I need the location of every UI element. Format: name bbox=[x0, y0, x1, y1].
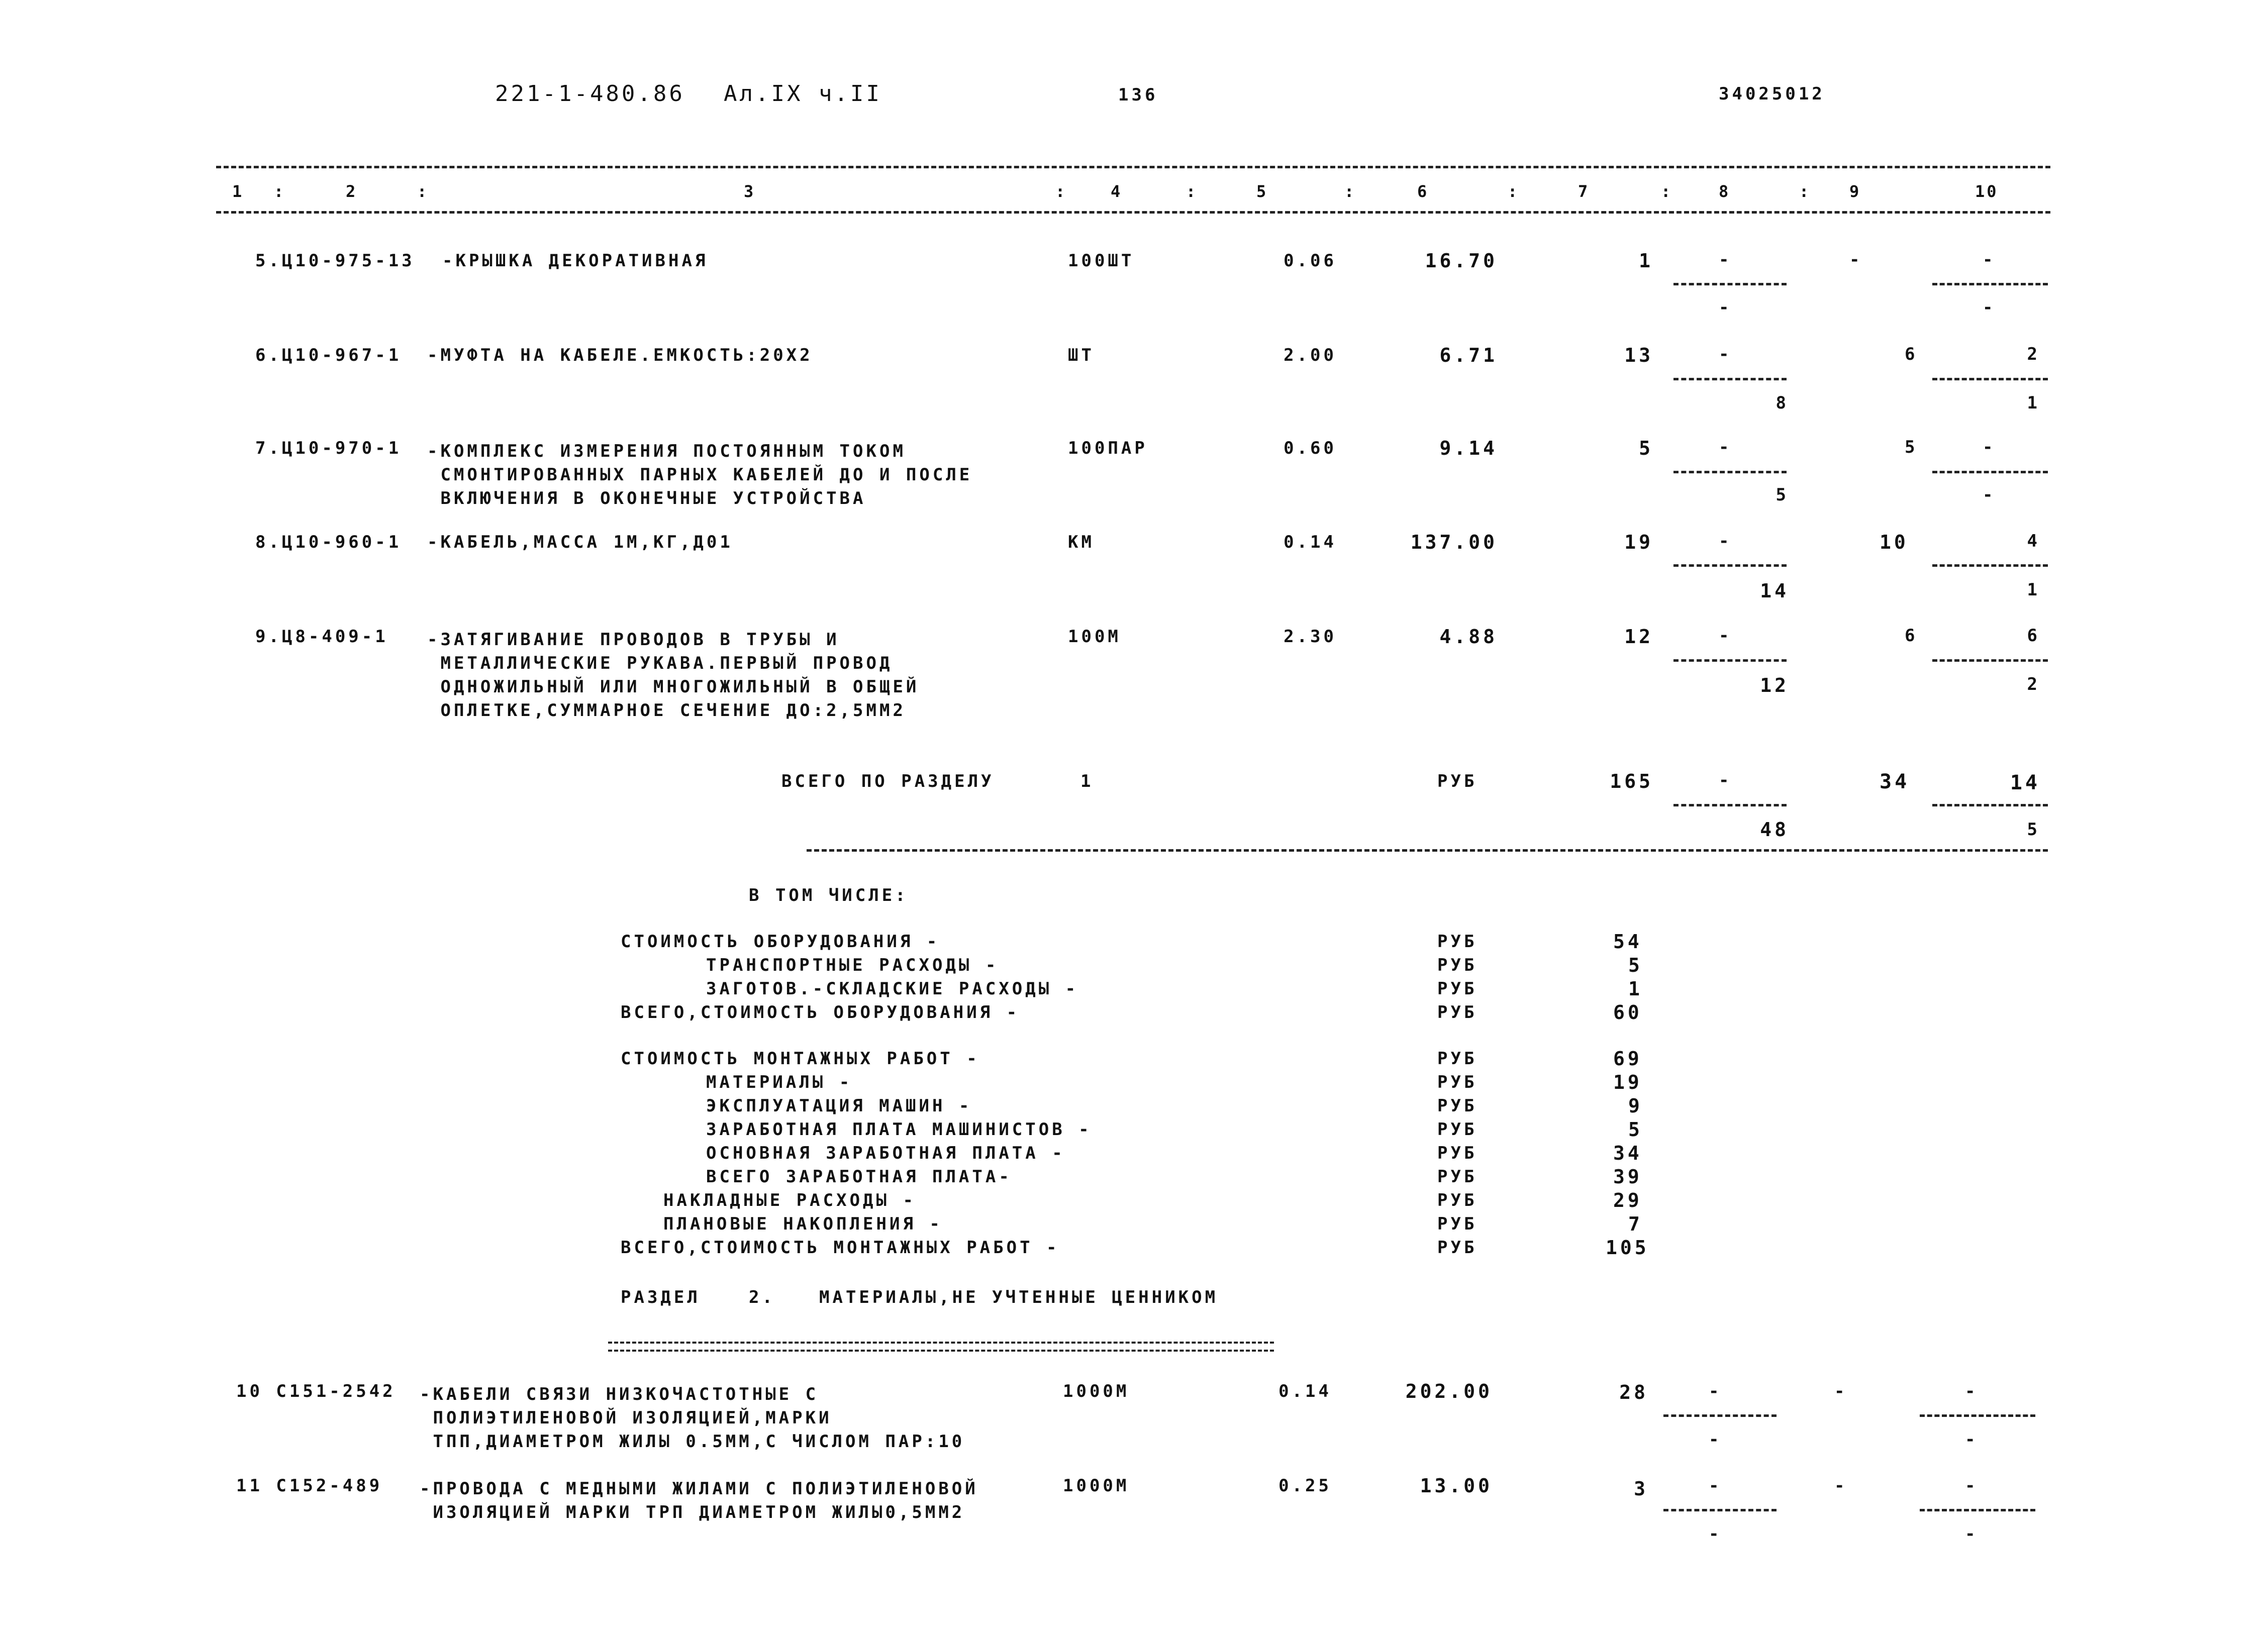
col-5: 5 bbox=[1256, 182, 1268, 201]
item-col8-bottom: 14 bbox=[1760, 580, 1789, 602]
album-label: Ал.IX ч.II bbox=[724, 81, 882, 107]
col-8: 8 bbox=[1719, 182, 1731, 201]
item-unit: ШТ bbox=[1068, 345, 1095, 365]
breakdown-label: ПЛАНОВЫЕ НАКОПЛЕНИЯ - bbox=[663, 1214, 943, 1234]
col-2: 2 bbox=[346, 182, 358, 201]
breakdown-value: 29 bbox=[1613, 1189, 1642, 1211]
breakdown-label: ВСЕГО ЗАРАБОТНАЯ ПЛАТА- bbox=[706, 1167, 1012, 1187]
fraction-rule bbox=[1932, 378, 2048, 380]
item-qty: 0.60 bbox=[1284, 438, 1337, 458]
material-price: 13.00 bbox=[1420, 1475, 1493, 1497]
fraction-rule bbox=[1673, 471, 1787, 473]
material-col8-bottom: - bbox=[1709, 1430, 1722, 1450]
item-name: -КОМПЛЕКС ИЗМЕРЕНИЯ ПОСТОЯННЫМ ТОКОМ СМОНТИРОВАННЫХ ПАРНЫХ КАБЕЛЕЙ ДО И ПОСЛЕ ВКЛЮЧЕНИЯ В ОКОНЕЧНЫЕ УСТРОЙСТВА bbox=[427, 441, 973, 508]
item-col10-top: - bbox=[1983, 250, 1996, 270]
breakdown-label: МАТЕРИАЛЫ - bbox=[706, 1072, 853, 1092]
breakdown-label: ЗАГОТОВ.-СКЛАДСКИЕ РАСХОДЫ - bbox=[706, 979, 1079, 999]
material-col9: - bbox=[1834, 1381, 1848, 1401]
item-col10-bottom: - bbox=[1983, 485, 1996, 505]
material-price: 202.00 bbox=[1405, 1380, 1493, 1402]
breakdown-unit: РУБ bbox=[1437, 1214, 1477, 1234]
item-code: 7.Ц10-970-1 bbox=[255, 438, 402, 458]
item-col9: 5 bbox=[1905, 437, 1918, 457]
item-col7: 12 bbox=[1624, 626, 1653, 648]
breakdown-unit: РУБ bbox=[1437, 979, 1477, 999]
item-name: -КРЫШКА ДЕКОРАТИВНАЯ bbox=[442, 251, 709, 271]
section-total-unit: РУБ bbox=[1437, 771, 1477, 791]
material-col10-bottom: - bbox=[1965, 1524, 1979, 1544]
col-3: 3 bbox=[744, 182, 756, 201]
item-qty: 0.06 bbox=[1284, 251, 1337, 271]
section2-title: МАТЕРИАЛЫ,НЕ УЧТЕННЫЕ ЦЕННИКОМ bbox=[819, 1287, 1219, 1307]
breakdown-unit: РУБ bbox=[1437, 1119, 1477, 1140]
item-name: -ЗАТЯГИВАНИЕ ПРОВОДОВ В ТРУБЫ И МЕТАЛЛИЧЕСКИЕ РУКАВА.ПЕРВЫЙ ПРОВОД ОДНОЖИЛЬНЫЙ ИЛИ МНОГОЖИЛЬНЫЙ В ОБЩЕЙ ОПЛЕТКЕ,СУММАРНОЕ СЕЧЕНИЕ ДО:2,5ММ2 bbox=[427, 630, 920, 721]
section-total-label: ВСЕГО ПО РАЗДЕЛУ bbox=[781, 771, 995, 791]
breakdown-value: 1 bbox=[1628, 978, 1643, 1000]
breakdown-label: ТРАНСПОРТНЫЕ РАСХОДЫ - bbox=[706, 955, 999, 975]
col-sep: : bbox=[1186, 182, 1198, 201]
item-col9: - bbox=[1849, 250, 1863, 270]
item-unit: 100М bbox=[1068, 627, 1121, 647]
breakdown-unit: РУБ bbox=[1437, 1002, 1477, 1023]
item-col7: 1 bbox=[1639, 250, 1653, 272]
breakdown-value: 19 bbox=[1613, 1071, 1642, 1093]
breakdown-unit: РУБ bbox=[1437, 1049, 1477, 1069]
breakdown-unit: РУБ bbox=[1437, 1190, 1477, 1210]
breakdown-unit: РУБ bbox=[1437, 1238, 1477, 1258]
document-code: 221-1-480.86 bbox=[495, 81, 685, 107]
breakdown-value: 54 bbox=[1613, 931, 1642, 953]
material-col10-top: - bbox=[1965, 1381, 1979, 1401]
section-total-col9: 34 bbox=[1880, 770, 1910, 793]
material-col7: 3 bbox=[1634, 1478, 1648, 1500]
total-rule bbox=[807, 849, 2048, 852]
item-price: 6.71 bbox=[1439, 344, 1498, 366]
col-4: 4 bbox=[1111, 182, 1123, 201]
item-col8-top: - bbox=[1719, 626, 1732, 646]
material-qty: 0.25 bbox=[1278, 1476, 1332, 1496]
breakdown-value: 5 bbox=[1628, 1118, 1643, 1141]
item-col8-top: - bbox=[1719, 344, 1732, 364]
col-7: 7 bbox=[1578, 182, 1590, 201]
material-qty: 0.14 bbox=[1278, 1381, 1332, 1401]
breakdown-label: ВСЕГО,СТОИМОСТЬ МОНТАЖНЫХ РАБОТ - bbox=[621, 1238, 1060, 1258]
item-name: -МУФТА НА КАБЕЛЕ.ЕМКОСТЬ:20Х2 bbox=[427, 345, 813, 365]
fraction-rule bbox=[1673, 564, 1787, 567]
breakdown-label: НАКЛАДНЫЕ РАСХОДЫ - bbox=[663, 1190, 916, 1210]
item-col7: 19 bbox=[1624, 531, 1653, 553]
material-code: 11 С152-489 bbox=[236, 1476, 383, 1496]
item-code: 8.Ц10-960-1 bbox=[255, 532, 402, 552]
breakdown-value: 34 bbox=[1613, 1142, 1642, 1164]
breakdown-label: ОСНОВНАЯ ЗАРАБОТНАЯ ПЛАТА - bbox=[706, 1143, 1065, 1163]
page-number: 136 bbox=[1118, 85, 1158, 105]
item-col7: 5 bbox=[1639, 437, 1653, 459]
material-col8-bottom: - bbox=[1709, 1524, 1722, 1544]
breakdown-title: В ТОМ ЧИСЛЕ: bbox=[749, 885, 909, 905]
breakdown-label: ЗАРАБОТНАЯ ПЛАТА МАШИНИСТОВ - bbox=[706, 1119, 1092, 1140]
fraction-rule bbox=[1932, 564, 2048, 567]
breakdown-label: СТОИМОСТЬ ОБОРУДОВАНИЯ - bbox=[621, 932, 940, 952]
item-unit: КМ bbox=[1068, 532, 1095, 552]
item-col8-bottom: 8 bbox=[1776, 393, 1789, 413]
material-col7: 28 bbox=[1619, 1381, 1648, 1403]
breakdown-value: 69 bbox=[1613, 1048, 1642, 1070]
breakdown-unit: РУБ bbox=[1437, 932, 1477, 952]
item-col7: 13 bbox=[1624, 344, 1653, 366]
item-qty: 2.30 bbox=[1284, 627, 1337, 647]
col-sep: : bbox=[1799, 182, 1811, 201]
item-col8-top: - bbox=[1719, 250, 1732, 270]
fraction-rule bbox=[1932, 283, 2048, 285]
item-unit: 100ПАР bbox=[1068, 438, 1148, 458]
breakdown-value: 5 bbox=[1628, 954, 1643, 976]
material-unit: 1000М bbox=[1063, 1381, 1130, 1401]
section-total-num: 1 bbox=[1080, 771, 1094, 791]
item-col8-bottom: 12 bbox=[1760, 674, 1789, 696]
header-rule-top bbox=[216, 166, 2050, 168]
item-code: 6.Ц10-967-1 bbox=[255, 345, 402, 365]
breakdown-value: 105 bbox=[1606, 1237, 1649, 1259]
fraction-rule bbox=[1932, 659, 2048, 662]
item-price: 9.14 bbox=[1439, 437, 1498, 459]
breakdown-label: СТОИМОСТЬ МОНТАЖНЫХ РАБОТ - bbox=[621, 1049, 980, 1069]
col-sep: : bbox=[1661, 182, 1673, 201]
material-unit: 1000М bbox=[1063, 1476, 1130, 1496]
breakdown-value: 60 bbox=[1613, 1001, 1642, 1024]
breakdown-unit: РУБ bbox=[1437, 1167, 1477, 1187]
material-col8-top: - bbox=[1709, 1381, 1722, 1401]
item-col10-bottom: 1 bbox=[2027, 580, 2040, 600]
item-col10-top: 6 bbox=[2027, 626, 2040, 646]
item-col9: 10 bbox=[1880, 531, 1909, 553]
item-col9: 6 bbox=[1905, 626, 1918, 646]
breakdown-value: 9 bbox=[1628, 1095, 1643, 1117]
breakdown-unit: РУБ bbox=[1437, 1072, 1477, 1092]
col-6: 6 bbox=[1417, 182, 1429, 201]
item-col8-top: - bbox=[1719, 437, 1732, 457]
material-col9: - bbox=[1834, 1476, 1848, 1496]
section-total-col10-bottom: 5 bbox=[2027, 820, 2040, 840]
col-9: 9 bbox=[1849, 182, 1861, 201]
item-price: 4.88 bbox=[1439, 626, 1498, 648]
material-col10-bottom: - bbox=[1965, 1430, 1979, 1450]
fraction-rule bbox=[1673, 283, 1787, 285]
section2-number: 2. bbox=[749, 1287, 775, 1307]
item-col8-bottom: - bbox=[1719, 297, 1732, 318]
fraction-rule bbox=[1673, 659, 1787, 662]
item-code: 5.Ц10-975-13 bbox=[255, 251, 415, 271]
item-price: 137.00 bbox=[1410, 531, 1498, 553]
item-col10-top: 2 bbox=[2027, 344, 2040, 364]
fraction-rule bbox=[1932, 804, 2048, 806]
item-col9: 6 bbox=[1905, 344, 1918, 364]
item-col10-bottom: - bbox=[1983, 297, 1996, 318]
item-col10-bottom: 1 bbox=[2027, 393, 2040, 413]
col-sep: : bbox=[1055, 182, 1067, 201]
col-10: 10 bbox=[1975, 182, 1999, 201]
item-unit: 100ШТ bbox=[1068, 251, 1135, 271]
item-col10-bottom: 2 bbox=[2027, 674, 2040, 694]
material-name: -ПРОВОДА С МЕДНЫМИ ЖИЛАМИ С ПОЛИЭТИЛЕНОВОЙ ИЗОЛЯЦИЕЙ МАРКИ ТРП ДИАМЕТРОМ ЖИЛЫ0,5ММ2 bbox=[420, 1479, 978, 1522]
fraction-rule bbox=[1932, 471, 2048, 473]
breakdown-value: 7 bbox=[1628, 1213, 1643, 1235]
item-price: 16.70 bbox=[1425, 250, 1498, 272]
col-1: 1 bbox=[232, 182, 244, 201]
col-sep: : bbox=[417, 182, 429, 201]
section-total-col10-top: 14 bbox=[2010, 771, 2040, 794]
fraction-rule bbox=[1673, 378, 1787, 380]
material-col10-top: - bbox=[1965, 1476, 1979, 1496]
breakdown-unit: РУБ bbox=[1437, 1096, 1477, 1116]
item-col8-bottom: 5 bbox=[1776, 485, 1789, 505]
col-sep: : bbox=[1508, 182, 1520, 201]
section2-label: РАЗДЕЛ bbox=[621, 1287, 701, 1307]
fraction-rule bbox=[1920, 1509, 2035, 1511]
item-col10-top: 4 bbox=[2027, 531, 2040, 551]
item-name: -КАБЕЛЬ,МАССА 1М,КГ,Д01 bbox=[427, 532, 733, 552]
material-col8-top: - bbox=[1709, 1476, 1722, 1496]
item-col8-top: - bbox=[1719, 531, 1732, 551]
item-col10-top: - bbox=[1983, 437, 1996, 457]
breakdown-unit: РУБ bbox=[1437, 1143, 1477, 1163]
section-total-col8-top: - bbox=[1719, 770, 1732, 790]
document-number: 34025012 bbox=[1719, 84, 1825, 104]
col-sep: : bbox=[274, 182, 286, 201]
breakdown-label: ЭКСПЛУАТАЦИЯ МАШИН - bbox=[706, 1096, 972, 1116]
breakdown-value: 39 bbox=[1613, 1166, 1642, 1188]
section-total-col8-bottom: 48 bbox=[1760, 819, 1789, 841]
item-code: 9.Ц8-409-1 bbox=[255, 627, 388, 647]
fraction-rule bbox=[1920, 1414, 2035, 1417]
material-code: 10 С151-2542 bbox=[236, 1381, 396, 1401]
section2-double-rule bbox=[608, 1342, 1274, 1352]
fraction-rule bbox=[1663, 1509, 1777, 1511]
fraction-rule bbox=[1663, 1414, 1777, 1417]
section-total-col7: 165 bbox=[1610, 770, 1653, 792]
header-rule-bottom bbox=[216, 211, 2050, 214]
breakdown-label: ВСЕГО,СТОИМОСТЬ ОБОРУДОВАНИЯ - bbox=[621, 1002, 1020, 1023]
item-qty: 0.14 bbox=[1284, 532, 1337, 552]
fraction-rule bbox=[1673, 804, 1787, 806]
breakdown-unit: РУБ bbox=[1437, 955, 1477, 975]
col-sep: : bbox=[1344, 182, 1356, 201]
material-name: -КАБЕЛИ СВЯЗИ НИЗКОЧАСТОТНЫЕ С ПОЛИЭТИЛЕНОВОЙ ИЗОЛЯЦИЕЙ,МАРКИ ТПП,ДИАМЕТРОМ ЖИЛЫ 0.5ММ,С ЧИСЛОМ ПАР:10 bbox=[420, 1384, 965, 1452]
item-qty: 2.00 bbox=[1284, 345, 1337, 365]
